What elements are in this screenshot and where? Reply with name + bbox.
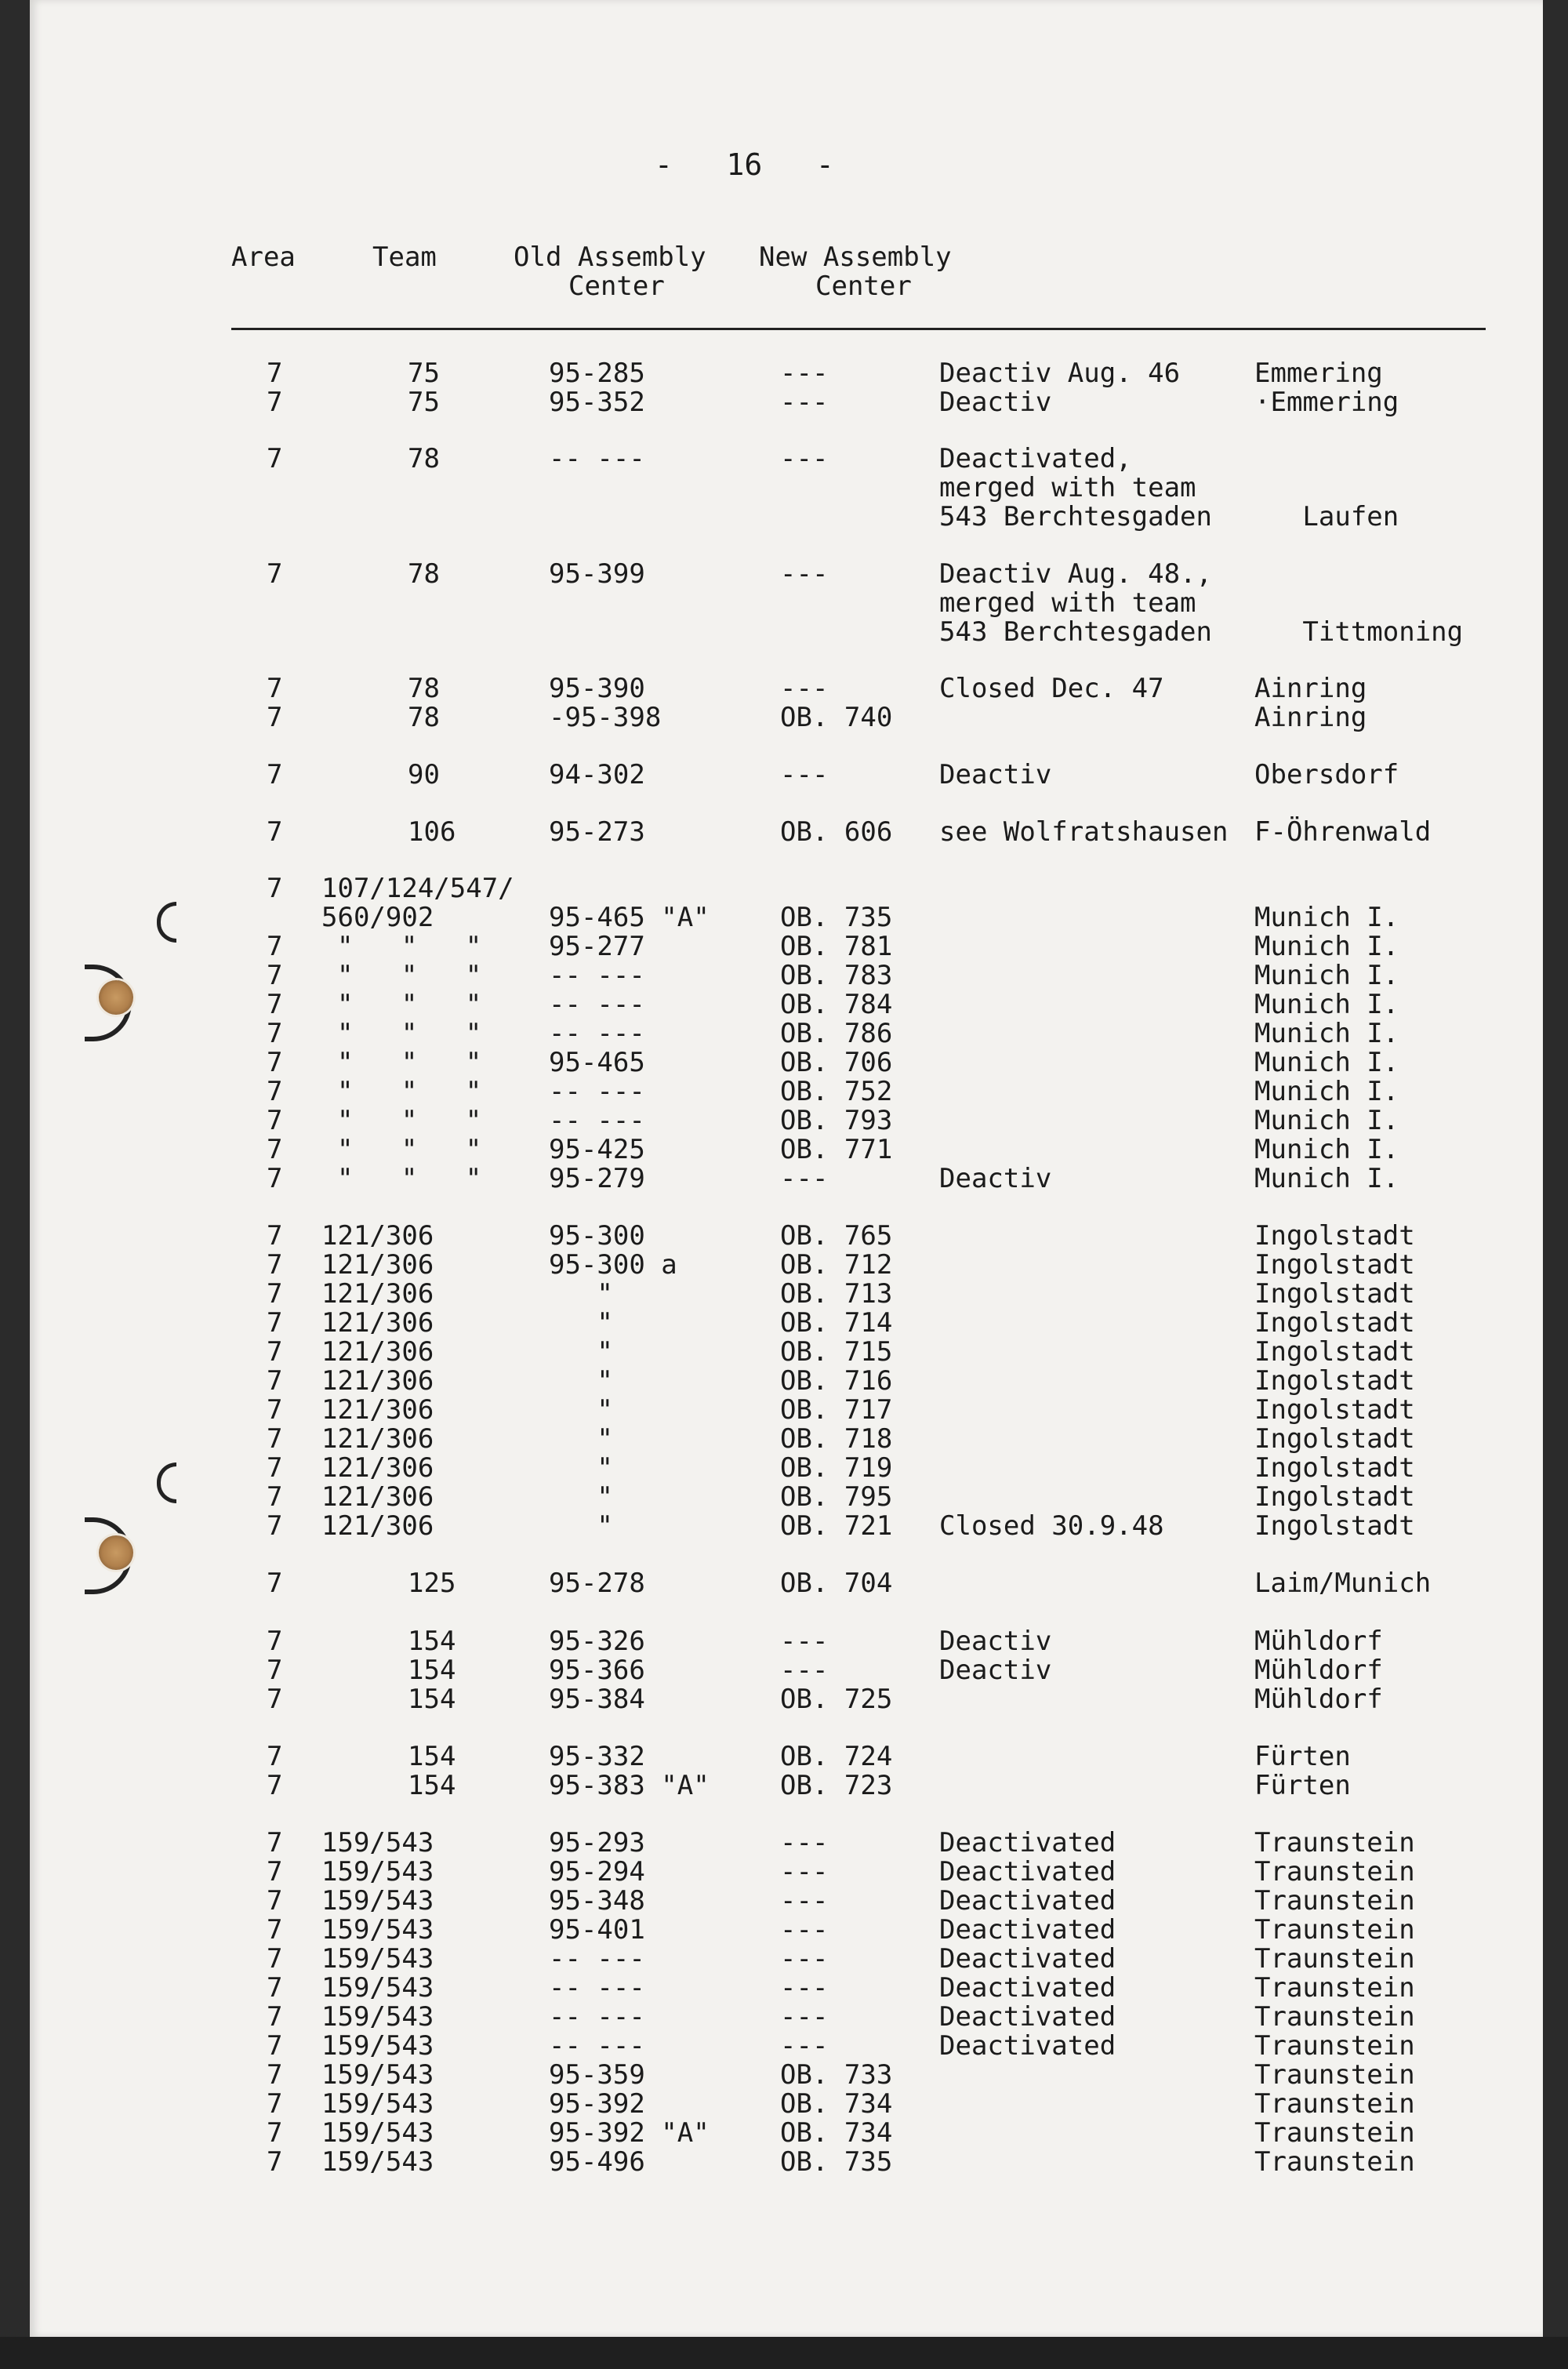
page-number: - 16 - <box>655 147 834 182</box>
cell-area: 7 <box>267 1885 283 1917</box>
cell-team: 159/543 <box>321 2059 434 2091</box>
cell-remark: Deactiv <box>939 759 1052 790</box>
cell-area: 7 <box>267 1278 283 1310</box>
cell-old-center: -- --- <box>549 443 645 474</box>
cell-new-center: OB. 724 <box>780 1741 893 1772</box>
cell-old-center: 95-332 <box>549 1741 645 1772</box>
cell-location: Mühldorf <box>1254 1684 1383 1715</box>
cell-team: 159/543 <box>321 2001 434 2033</box>
cell-area: 7 <box>267 989 283 1020</box>
cell-location: Traunstein <box>1254 1943 1415 1975</box>
cell-remark: Deactivated <box>939 1972 1116 2004</box>
cell-old-center: 95-465 "A" <box>549 902 710 933</box>
cell-team: 121/306 <box>321 1220 434 1252</box>
cell-old-center: " <box>549 1365 613 1397</box>
cell-old-center: " <box>549 1394 613 1426</box>
cell-location: Munich I. <box>1254 1163 1399 1194</box>
cell-team: " " " <box>337 1047 482 1078</box>
cell-old-center: 95-279 <box>549 1163 645 1194</box>
cell-location: Traunstein <box>1254 1856 1415 1888</box>
cell-old-center: 95-352 <box>549 387 645 418</box>
cell-area: 7 <box>267 1076 283 1107</box>
cell-old-center: 94-302 <box>549 759 645 790</box>
cell-area: 7 <box>267 1510 283 1542</box>
cell-remark: Deactiv <box>939 1163 1052 1194</box>
cell-location: Ainring <box>1254 673 1367 704</box>
cell-old-center: " <box>549 1481 613 1513</box>
cell-remark: Deactivated <box>939 2001 1116 2033</box>
cell-new-center: OB. 719 <box>780 1452 893 1484</box>
cell-area: 7 <box>267 1943 283 1975</box>
cell-location: Laim/Munich <box>1254 1568 1432 1599</box>
cell-old-center: 95-425 <box>549 1134 645 1165</box>
cell-location: Mühldorf <box>1254 1655 1383 1686</box>
cell-team: 78 <box>408 702 440 733</box>
cell-new-center: OB. 784 <box>780 989 893 1020</box>
cell-old-center: 95-300 <box>549 1220 645 1252</box>
cell-team: 154 <box>408 1655 456 1686</box>
col-header-new-assembly: New Assembly <box>759 242 952 273</box>
cell-team: 121/306 <box>321 1510 434 1542</box>
cell-area: 7 <box>267 2030 283 2062</box>
cell-team: 90 <box>408 759 440 790</box>
cell-location: Munich I. <box>1254 1018 1399 1049</box>
cell-area: 7 <box>267 1336 283 1368</box>
col-header-team: Team <box>372 242 437 273</box>
cell-team: 159/543 <box>321 1827 434 1859</box>
scan-background <box>0 2337 1568 2369</box>
cell-remark: merged with team <box>939 587 1196 619</box>
cell-team: 75 <box>408 358 440 389</box>
cell-remark: Closed Dec. 47 <box>939 673 1164 704</box>
cell-new-center: OB. 733 <box>780 2059 893 2091</box>
cell-area: 7 <box>267 1047 283 1078</box>
cell-old-center: 95-294 <box>549 1856 645 1888</box>
cell-new-center: OB. 786 <box>780 1018 893 1049</box>
cell-area: 7 <box>267 443 283 474</box>
cell-team: 121/306 <box>321 1452 434 1484</box>
cell-remark: 543 Berchtesgaden <box>939 501 1212 532</box>
cell-remark: Deactiv Aug. 46 <box>939 358 1181 389</box>
cell-team: " " " <box>337 1076 482 1107</box>
cell-area: 7 <box>267 931 283 962</box>
cell-new-center: --- <box>780 2001 829 2033</box>
cell-old-center: " <box>549 1336 613 1368</box>
cell-team: 159/543 <box>321 2146 434 2178</box>
cell-remark: Closed 30.9.48 <box>939 1510 1164 1542</box>
cell-old-center: " <box>549 1452 613 1484</box>
punch-hole-lower <box>99 1535 133 1570</box>
cell-old-center: 95-465 <box>549 1047 645 1078</box>
cell-area: 7 <box>267 2059 283 2091</box>
cell-remark: Deactivated <box>939 1943 1116 1975</box>
cell-new-center: OB. 795 <box>780 1481 893 1513</box>
cell-team: " " " <box>337 1018 482 1049</box>
cell-old-center: 95-496 <box>549 2146 645 2178</box>
cell-new-center: OB. 765 <box>780 1220 893 1252</box>
cell-team: 78 <box>408 558 440 590</box>
cell-team: 121/306 <box>321 1365 434 1397</box>
cell-new-center: OB. 704 <box>780 1568 893 1599</box>
cell-new-center: OB. 740 <box>780 702 893 733</box>
cell-old-center: -- --- <box>549 2030 645 2062</box>
cell-location: Ingolstadt <box>1254 1423 1415 1455</box>
cell-location: Ingolstadt <box>1254 1249 1415 1281</box>
cell-team: 154 <box>408 1626 456 1657</box>
cell-area: 7 <box>267 2117 283 2149</box>
cell-old-center: -- --- <box>549 2001 645 2033</box>
cell-team: 121/306 <box>321 1307 434 1339</box>
cell-new-center: OB. 717 <box>780 1394 893 1426</box>
cell-old-center: 95-326 <box>549 1626 645 1657</box>
cell-old-center: -- --- <box>549 1105 645 1136</box>
cell-area: 7 <box>267 1018 283 1049</box>
cell-area: 7 <box>267 1684 283 1715</box>
cell-old-center: 95-359 <box>549 2059 645 2091</box>
cell-new-center: OB. 723 <box>780 1770 893 1801</box>
cell-new-center: OB. 718 <box>780 1423 893 1455</box>
cell-team: 125 <box>408 1568 456 1599</box>
cell-location: Ingolstadt <box>1254 1394 1415 1426</box>
cell-team: 159/543 <box>321 1943 434 1975</box>
cell-old-center: 95-401 <box>549 1914 645 1946</box>
cell-new-center: --- <box>780 1856 829 1888</box>
cell-team: " " " <box>337 1163 482 1194</box>
cell-location: Munich I. <box>1254 1134 1399 1165</box>
cell-area: 7 <box>267 1827 283 1859</box>
cell-team: 121/306 <box>321 1249 434 1281</box>
cell-area: 7 <box>267 1741 283 1772</box>
cell-area: 7 <box>267 2001 283 2033</box>
cell-team: 78 <box>408 443 440 474</box>
cell-new-center: OB. 716 <box>780 1365 893 1397</box>
cell-remark: Deactivated <box>939 1914 1116 1946</box>
cell-location: Munich I. <box>1254 1105 1399 1136</box>
cell-new-center: --- <box>780 358 829 389</box>
cell-new-center: --- <box>780 2030 829 2062</box>
cell-remark: Deactivated <box>939 1885 1116 1917</box>
cell-location: Munich I. <box>1254 931 1399 962</box>
cell-team: 154 <box>408 1741 456 1772</box>
cell-old-center: " <box>549 1278 613 1310</box>
cell-old-center: 95-300 a <box>549 1249 677 1281</box>
cell-old-center: 95-390 <box>549 673 645 704</box>
cell-location: Fürten <box>1254 1741 1351 1772</box>
cell-remark: Deactiv <box>939 387 1052 418</box>
cell-new-center: OB. 721 <box>780 1510 893 1542</box>
cell-location: Traunstein <box>1254 1885 1415 1917</box>
cell-area: 7 <box>267 358 283 389</box>
cell-new-center: OB. 735 <box>780 902 893 933</box>
cell-team: 78 <box>408 673 440 704</box>
cell-new-center: OB. 713 <box>780 1278 893 1310</box>
cell-remark: Deactivated <box>939 2030 1116 2062</box>
cell-team: 154 <box>408 1770 456 1801</box>
cell-new-center: OB. 735 <box>780 2146 893 2178</box>
cell-team: 121/306 <box>321 1336 434 1368</box>
cell-team: 159/543 <box>321 1856 434 1888</box>
cell-location: ·Emmering <box>1254 387 1399 418</box>
cell-area: 7 <box>267 1655 283 1686</box>
cell-team: " " " <box>337 1134 482 1165</box>
cell-new-center: --- <box>780 1914 829 1946</box>
cell-team: 159/543 <box>321 2117 434 2149</box>
cell-area: 7 <box>267 673 283 704</box>
cell-new-center: --- <box>780 759 829 790</box>
cell-team: 560/902 <box>321 902 434 933</box>
cell-remark: Deactivated <box>939 1856 1116 1888</box>
cell-old-center: -- --- <box>549 1076 645 1107</box>
cell-location: Ingolstadt <box>1254 1510 1415 1542</box>
cell-old-center: " <box>549 1510 613 1542</box>
cell-area: 7 <box>267 1365 283 1397</box>
cell-old-center: 95-399 <box>549 558 645 590</box>
cell-old-center: -- --- <box>549 960 645 991</box>
cell-remark: merged with team <box>939 472 1196 503</box>
cell-location: Traunstein <box>1254 1827 1415 1859</box>
cell-area: 7 <box>267 1452 283 1484</box>
cell-old-center: 95-293 <box>549 1827 645 1859</box>
cell-area: 7 <box>267 759 283 790</box>
cell-new-center: --- <box>780 558 829 590</box>
cell-new-center: --- <box>780 1885 829 1917</box>
cell-new-center: --- <box>780 1626 829 1657</box>
cell-area: 7 <box>267 1568 283 1599</box>
cell-remark: Deactivated, <box>939 443 1132 474</box>
cell-location: Ingolstadt <box>1254 1452 1415 1484</box>
cell-new-center: OB. 606 <box>780 816 893 848</box>
cell-new-center: --- <box>780 673 829 704</box>
cell-area: 7 <box>267 2088 283 2120</box>
cell-location: Ingolstadt <box>1254 1307 1415 1339</box>
cell-location: Fürten <box>1254 1770 1351 1801</box>
cell-new-center: OB. 752 <box>780 1076 893 1107</box>
cell-remark: Deactiv Aug. 48., <box>939 558 1212 590</box>
cell-new-center: OB. 734 <box>780 2088 893 2120</box>
cell-location: Traunstein <box>1254 2088 1415 2120</box>
cell-old-center: 95-348 <box>549 1885 645 1917</box>
cell-area: 7 <box>267 1163 283 1194</box>
cell-location: F-Öhrenwald <box>1254 816 1432 848</box>
cell-remark: Deactiv <box>939 1626 1052 1657</box>
header-rule <box>231 328 1486 330</box>
cell-team: 159/543 <box>321 2088 434 2120</box>
cell-team: 121/306 <box>321 1423 434 1455</box>
cell-area: 7 <box>267 1307 283 1339</box>
cell-location: Emmering <box>1254 358 1383 389</box>
cell-remark: see Wolfratshausen <box>939 816 1229 848</box>
cell-new-center: OB. 706 <box>780 1047 893 1078</box>
cell-new-center: OB. 734 <box>780 2117 893 2149</box>
cell-area: 7 <box>267 1481 283 1513</box>
col-header-old-center: Center <box>568 271 665 302</box>
cell-area: 7 <box>267 873 283 904</box>
cell-team: " " " <box>337 931 482 962</box>
cell-area: 7 <box>267 1972 283 2004</box>
cell-old-center: 95-392 "A" <box>549 2117 710 2149</box>
cell-old-center: 95-383 "A" <box>549 1770 710 1801</box>
cell-team: 154 <box>408 1684 456 1715</box>
cell-old-center: 95-285 <box>549 358 645 389</box>
cell-location: Traunstein <box>1254 2117 1415 2149</box>
cell-team: 106 <box>408 816 456 848</box>
cell-location: Traunstein <box>1254 2001 1415 2033</box>
cell-new-center: --- <box>780 443 829 474</box>
cell-new-center: --- <box>780 1163 829 1194</box>
cell-location: Mühldorf <box>1254 1626 1383 1657</box>
cell-location: Traunstein <box>1254 2059 1415 2091</box>
cell-team: 121/306 <box>321 1481 434 1513</box>
cell-remark: Deactivated <box>939 1827 1116 1859</box>
cell-old-center: " <box>549 1307 613 1339</box>
cell-location: Ingolstadt <box>1254 1220 1415 1252</box>
cell-location: Ingolstadt <box>1254 1336 1415 1368</box>
cell-new-center: --- <box>780 387 829 418</box>
cell-new-center: --- <box>780 1827 829 1859</box>
cell-old-center: 95-278 <box>549 1568 645 1599</box>
cell-location: Munich I. <box>1254 1047 1399 1078</box>
cell-team: 121/306 <box>321 1394 434 1426</box>
cell-location: Ainring <box>1254 702 1367 733</box>
cell-location: Tittmoning <box>1254 616 1464 648</box>
cell-team: 159/543 <box>321 1914 434 1946</box>
cell-location: Traunstein <box>1254 2030 1415 2062</box>
cell-location: Ingolstadt <box>1254 1278 1415 1310</box>
cell-old-center: 95-392 <box>549 2088 645 2120</box>
cell-area: 7 <box>267 1856 283 1888</box>
cell-old-center: 95-366 <box>549 1655 645 1686</box>
cell-area: 7 <box>267 1394 283 1426</box>
cell-new-center: OB. 725 <box>780 1684 893 1715</box>
cell-team: 107/124/547/ <box>321 873 514 904</box>
cell-location: Traunstein <box>1254 2146 1415 2178</box>
cell-new-center: --- <box>780 1972 829 2004</box>
cell-team: 121/306 <box>321 1278 434 1310</box>
cell-location: Ingolstadt <box>1254 1481 1415 1513</box>
cell-old-center: 95-384 <box>549 1684 645 1715</box>
punch-hole-upper <box>99 980 133 1015</box>
cell-location: Ingolstadt <box>1254 1365 1415 1397</box>
cell-old-center: -- --- <box>549 989 645 1020</box>
cell-area: 7 <box>267 1249 283 1281</box>
cell-team: 159/543 <box>321 1885 434 1917</box>
cell-area: 7 <box>267 1770 283 1801</box>
cell-area: 7 <box>267 960 283 991</box>
cell-new-center: OB. 793 <box>780 1105 893 1136</box>
cell-area: 7 <box>267 1626 283 1657</box>
cell-area: 7 <box>267 1423 283 1455</box>
cell-area: 7 <box>267 2146 283 2178</box>
cell-area: 7 <box>267 1220 283 1252</box>
cell-remark: 543 Berchtesgaden <box>939 616 1212 648</box>
cell-new-center: OB. 781 <box>780 931 893 962</box>
cell-new-center: OB. 715 <box>780 1336 893 1368</box>
cell-location: Munich I. <box>1254 989 1399 1020</box>
cell-old-center: " <box>549 1423 613 1455</box>
cell-team: 159/543 <box>321 2030 434 2062</box>
cell-new-center: OB. 771 <box>780 1134 893 1165</box>
cell-area: 7 <box>267 558 283 590</box>
cell-old-center: 95-273 <box>549 816 645 848</box>
cell-area: 7 <box>267 1914 283 1946</box>
cell-remark: Deactiv <box>939 1655 1052 1686</box>
cell-location: Obersdorf <box>1254 759 1399 790</box>
cell-location: Laufen <box>1254 501 1399 532</box>
cell-location: Munich I. <box>1254 960 1399 991</box>
cell-old-center: -- --- <box>549 1972 645 2004</box>
cell-team: " " " <box>337 989 482 1020</box>
cell-old-center: -95-398 <box>549 702 662 733</box>
cell-new-center: --- <box>780 1943 829 1975</box>
cell-area: 7 <box>267 387 283 418</box>
cell-old-center: -- --- <box>549 1943 645 1975</box>
cell-location: Munich I. <box>1254 1076 1399 1107</box>
cell-location: Traunstein <box>1254 1972 1415 2004</box>
col-header-old-assembly: Old Assembly <box>514 242 706 273</box>
cell-location: Traunstein <box>1254 1914 1415 1946</box>
cell-old-center: 95-277 <box>549 931 645 962</box>
cell-area: 7 <box>267 702 283 733</box>
cell-team: " " " <box>337 1105 482 1136</box>
cell-area: 7 <box>267 1105 283 1136</box>
cell-new-center: OB. 712 <box>780 1249 893 1281</box>
cell-old-center: -- --- <box>549 1018 645 1049</box>
cell-team: 159/543 <box>321 1972 434 2004</box>
col-header-new-center: Center <box>815 271 912 302</box>
cell-team: 75 <box>408 387 440 418</box>
cell-location: Munich I. <box>1254 902 1399 933</box>
cell-new-center: --- <box>780 1655 829 1686</box>
cell-new-center: OB. 783 <box>780 960 893 991</box>
cell-new-center: OB. 714 <box>780 1307 893 1339</box>
cell-area: 7 <box>267 816 283 848</box>
cell-area: 7 <box>267 1134 283 1165</box>
col-header-area: Area <box>231 242 296 273</box>
cell-team: " " " <box>337 960 482 991</box>
